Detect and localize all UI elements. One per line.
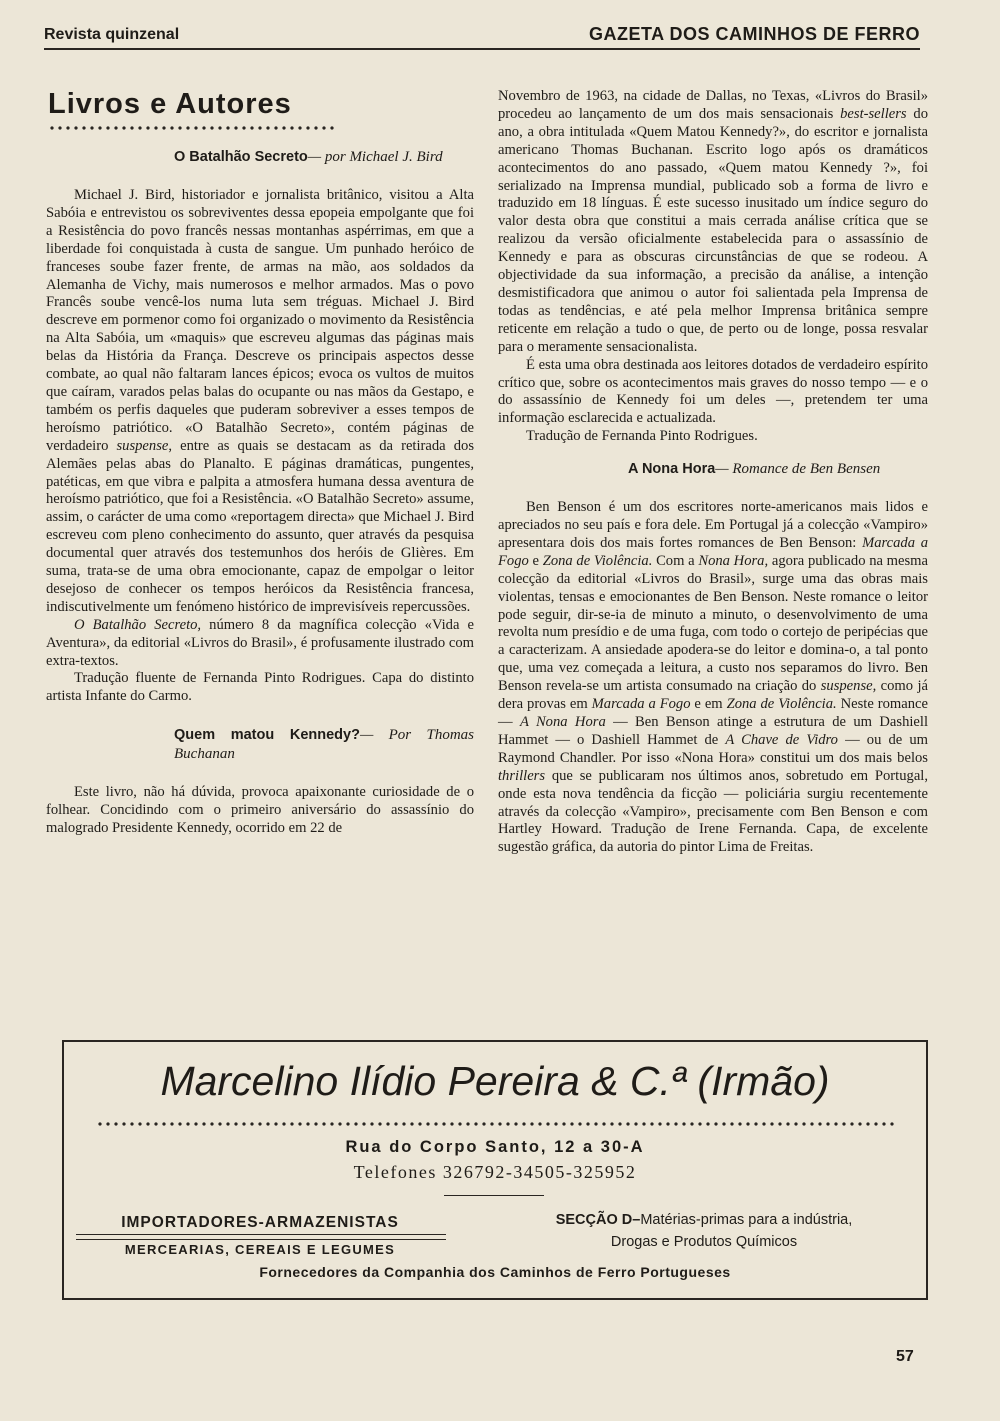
ad-importers: IMPORTADORES-ARMAZENISTAS <box>121 1214 399 1231</box>
article1-author: — por Michael J. Bird <box>307 149 443 165</box>
article1-book-title: O Batalhão Secreto, <box>74 616 202 633</box>
left-column <box>46 84 474 838</box>
ad-double-rule <box>76 1234 446 1240</box>
article3-text: — Ben Benson atinge a estrutura de um Dashiell Hammet — o Dashiell Hammet de <box>498 714 929 748</box>
ad-phones: Telefones 326792-34505-325952 <box>353 1162 637 1182</box>
article3-author: — Romance de Ben Bensen <box>715 461 881 478</box>
article2-paragraph: É esta uma obra destinada aos leitores dotados de verdadeiro espírito crítico que, sobre os acontecimentos mais graves do nosso tempo — e o do assassínio de Kennedy foi um deles —, pretendem ter uma informação esclarecida e actualizada. <box>498 356 929 427</box>
article2-paragraph: Este livro, não há dúvida, provoca apaixonante curiosidade de o folhear. Concidindo com o primeiro aniversário do assassínio do malogrado Presidente Kennedy, ocorrido em 22 de <box>46 784 474 837</box>
ad-address: Rua do Corpo Santo, 12 a 30-A <box>345 1138 645 1156</box>
article3-text: Neste romance — <box>498 696 928 730</box>
article3-em: suspense, <box>820 678 877 695</box>
ad-suppliers: Fornecedores da Companhia dos Caminhos de Ferro Portugueses <box>259 1264 731 1280</box>
article2-text-rest: do ano, a obra intitulada «Quem Matou Kennedy?», do escritor e jornalista americano Thomas Buchanan. Escrito logo após os dramáticos acontecimentos do ano passado, «Quem matou Kennedy ?», foi serializado na Imprensa mundial, publicado sob a forma de livro e traduzido em 18 línguas. É este sucesso inusitado um índice seguro do valor desta obra que constitui a mais cerrada análise crítica que se realizou da versão oficialmente estabelecida para o assassínio de Kennedy e para as obscuras circunstâncias de que se rodeou. A objectividade da sua informação, a precisão da análise, a intenção desmistificadora que animou o autor foi salientada pela Imprensa de todas as tendências, e até pela melhor Imprensa britânica sempre reticente em relação a tudo o que, de perto ou de longe, possa resvalar para o meramente sensacionalista. <box>498 105 929 355</box>
article3-em: Marcada a Fogo <box>498 534 929 569</box>
section-title: Livros e Autores <box>48 88 292 120</box>
article3-em: Marcada a Fogo <box>591 696 691 713</box>
article3-text: — ou de um Raymond Chandler. Por isso «Nona Hora» constitui um dos mais belos <box>498 731 928 766</box>
article3-em: Zona de Violência. <box>726 696 837 713</box>
ad-section-text: Matérias-primas para a indústria, <box>640 1212 853 1228</box>
ad-wavy-rule <box>96 1120 896 1128</box>
article3-em: Zona de Violência. <box>542 552 653 569</box>
article3-em: thrillers <box>498 767 546 784</box>
ad-groceries: MERCEARIAS, CEREAIS E LEGUMES <box>124 1242 396 1257</box>
article1-em: suspense <box>116 437 169 454</box>
header-journal-title: GAZETA DOS CAMINHOS DE FERRO <box>588 24 920 44</box>
article3-title: A Nona Hora <box>628 461 716 478</box>
article2-heading <box>174 726 474 764</box>
ad-divider <box>444 1195 544 1196</box>
header-left: Revista quinzenal <box>44 26 180 43</box>
ad-drugs: Drogas e Produtos Químicos <box>610 1234 798 1250</box>
ad-company-name: Marcelino Ilídio Pereira & C.ª (Irmão) <box>160 1058 830 1104</box>
article1-text: número 8 da magnífica colecção «Vida e Aventura», da editorial «Livros do Brasil», é profusamente ilustrado com extra-textos. <box>46 616 474 669</box>
article3-text: que se publicaram nos últimos anos, sobretudo em Portugal, onde esta nova tendência da ficção — policiária surgiu recentemente através da colecção «Vampiro», precisamente com Ben Benson e com Hartley Howard. Tradução de Irene Fernanda. Capa, de excelente sugestão gráfica, da autoria do pintor Lima de Freitas. <box>498 767 928 856</box>
article1-paragraph: Tradução fluente de Fernanda Pinto Rodrigues. Capa do distinto artista Infante do Carmo. <box>46 670 474 705</box>
article3-text: Ben Benson é um dos escritores norte-americanos mais lidos e apreciados no seu país e fora dele. Em Portugal já a colecção «Vampiro» apresentara dois dos mais fortes romances de Ben Benson: <box>498 499 928 551</box>
article1-title: O Batalhão Secreto <box>174 149 308 165</box>
article2-paragraph: Tradução de Fernanda Pinto Rodrigues. <box>526 428 758 445</box>
article3-em: A Chave de Vidro <box>725 731 838 748</box>
article3-text: Com a <box>652 552 699 569</box>
article1-paragraph <box>46 187 474 617</box>
article2-text: Novembro de 1963, na cidade de Dallas, no Texas, «Livros do Brasil» procedeu ao lançamento de um dos mais sensacionais <box>498 88 928 122</box>
article1-heading <box>174 148 474 167</box>
right-column <box>498 88 928 857</box>
article2-author: — Por Thomas Buchanan <box>174 727 474 763</box>
wavy-rule <box>48 124 336 132</box>
article3-em: A Nona Hora <box>519 714 606 730</box>
page-number: 57 <box>896 1348 914 1365</box>
article3-text: como já dera provas em <box>498 678 928 713</box>
article3-paragraph <box>498 499 928 857</box>
ad-section-label: SECÇÃO D– <box>555 1212 641 1228</box>
article1-text: Michael J. Bird, historiador e jornalista britânico, visitou a Alta Sabóia e entrevistou os sobreviventes dessa epopeia empolgante que foi a Resistência do povo francês nessas montanhas aspérrimas, em que a liberdade foi conquistada à custa de sangue. Um punhado heróico de franceses soube fazer frente, de armas na mão, aos soldados da Alemanha de Vichy, mais numerosos e melhor armados. Mas o povo Francês soube vencê-los numa luta sem tréguas. Michael J. Bird descreve em pormenor como foi organizado o movimento da Resistência na Alta Sabóia, um «maquis» que escreveu algumas das páginas mais belas da História da França. Descreve os principais aspectos desse combate, ao qual não faltaram lances épicos; evoca os vultos de muitos que caíram, varados pelas balas do ocupante ou nas mãos da Gestapo, e também os perfis daqueles que puderam sobreviver a esses tempos de heroísmo patriótico. «O Batalhão Secreto», contém páginas de verdadeiro <box>46 187 474 454</box>
article1-paragraph <box>46 617 474 671</box>
article2-paragraph <box>498 88 928 357</box>
running-head <box>44 18 920 50</box>
article2-em: best-sellers <box>840 105 907 122</box>
article3-em: Nona Hora, <box>698 552 769 569</box>
advertisement-box <box>62 1040 928 1300</box>
article3-text: agora publicado na mesma colecção da editorial «Livros do Brasil», surge uma das obras mais violentas, tensas e emocionantes de Ben Benson. Neste romance o leitor pode seguir, dir-se-ia de minuto a minuto, o desenvolvimento de uma revolta num presídio e de uma fuga, com todo o cortejo de peripécias que a caracterizam. A ansiedade apodera-se do leitor e domina-o, a tal ponto que, uma vez começada a leitura, a custo nos separamos do livro. Ben Benson revela-se um artista consumado na criação do <box>498 552 929 695</box>
ad-section-d <box>504 1212 904 1228</box>
article3-heading <box>628 460 928 479</box>
article2-title: Quem matou Kennedy? <box>174 727 360 744</box>
article3-text: e em <box>690 696 727 713</box>
article1-text-rest: , entre as quais se destacam as da retirada dos Alemães pelas abas do Planalto. E páginas dramáticas, pungentes, patéticas, em que vibra e palpita a atmosfera humana dessa aventura de heroísmo patriótico, que foi a Resistência. «O Batalhão Secreto» assume, assim, o carácter de uma como «reportagem directa» que Michael J. Bird escreveu com pleno conhecimento do assunto, quer através da pesquisa documental quer através dos testemunhos dos heróis de Glières. Em suma, trata-se de uma obra emocionante, capaz de empolgar o leitor desejoso de conhecer os tempos heróicos da Resistência francesa, indiscutivelmente um fenómeno histórico de imprevisíveis repercussões. <box>46 437 474 615</box>
article3-text: e <box>528 552 543 569</box>
